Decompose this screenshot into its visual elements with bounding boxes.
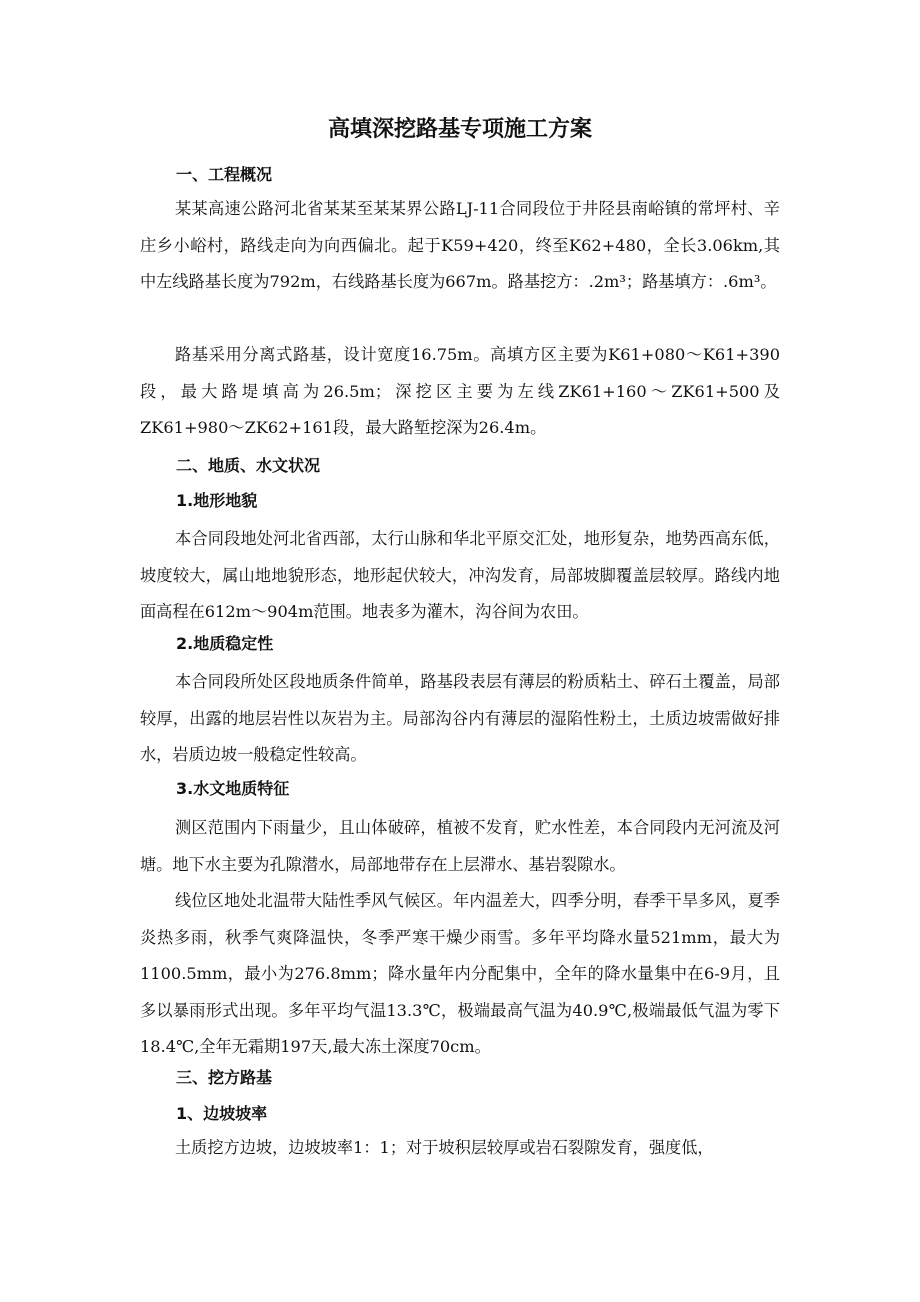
paragraph-overview-1: 某某高速公路河北省某某至某某界公路LJ-11合同段位于井陉县南峪镇的常坪村、辛庄乡小峪村，路线走向为向西偏北。起于K59+420，终至K62+480，全长3.06km,其中左线路基长度为792m，右线路基长度为667m。路基挖方：.2m³；路基填方：.6m³。 [140,199,780,291]
paragraph-geological-stability: 本合同段所处区段地质条件简单，路基段表层有薄层的粉质粘土、碎石土覆盖，局部较厚，出露的地层岩性以灰岩为主。局部沟谷内有薄层的湿陷性粉土，土质边坡需做好排水，岩质边坡一般稳定性较高。 [140,672,780,764]
subsection-heading-hydrogeology: 3.水文地质特征 [176,779,290,798]
paragraph-climate: 线位区地处北温带大陆性季风气候区。年内温差大，四季分明，春季干旱多风，夏季炎热多雨，秋季气爽降温快，冬季严寒干燥少雨雪。多年平均降水量521mm，最大为1100.5mm，最小为276.8mm；降水量年内分配集中，全年的降水量集中在6-9月，且多以暴雨形式出现。多年平均气温13.3℃，极端最高气温为40.9℃,极端最低气温为零下18.4℃,全年无霜期197天,最大冻土深度70cm。 [140,891,780,1056]
subsection-heading-slope-ratio: 1、边坡坡率 [176,1104,268,1123]
section-heading-overview: 一、工程概况 [176,165,273,184]
paragraph-terrain: 本合同段地处河北省西部，太行山脉和华北平原交汇处，地形复杂，地势西高东低，坡度较大，属山地地貌形态，地形起伏较大，冲沟发育，局部坡脚覆盖层较厚。路线内地面高程在612m～904m范围。地表多为灌木，沟谷间为农田。 [140,529,780,621]
subsection-heading-terrain: 1.地形地貌 [176,491,258,510]
document-title: 高填深挖路基专项施工方案 [327,117,592,142]
paragraph-slope-ratio: 土质挖方边坡，边坡坡率1：1；对于坡积层较厚或岩石裂隙发育，强度低， [175,1138,714,1157]
section-heading-geology-hydrology: 二、地质、水文状况 [176,456,321,475]
paragraph-overview-2: 路基采用分离式路基，设计宽度16.75m。高填方区主要为K61+080～K61+390段，最大路堤填高为26.5m；深挖区主要为左线ZK61+160～ZK61+500及ZK61+980～ZK62+161段，最大路堑挖深为26.4m。 [140,345,780,437]
paragraph-hydrogeology: 测区范围内下雨量少，且山体破碎，植被不发育，贮水性差，本合同段内无河流及河塘。地下水主要为孔隙潜水，局部地带存在上层滞水、基岩裂隙水。 [140,818,780,874]
subsection-heading-geological-stability: 2.地质稳定性 [176,634,274,653]
section-heading-excavation-subgrade: 三、挖方路基 [176,1068,273,1087]
